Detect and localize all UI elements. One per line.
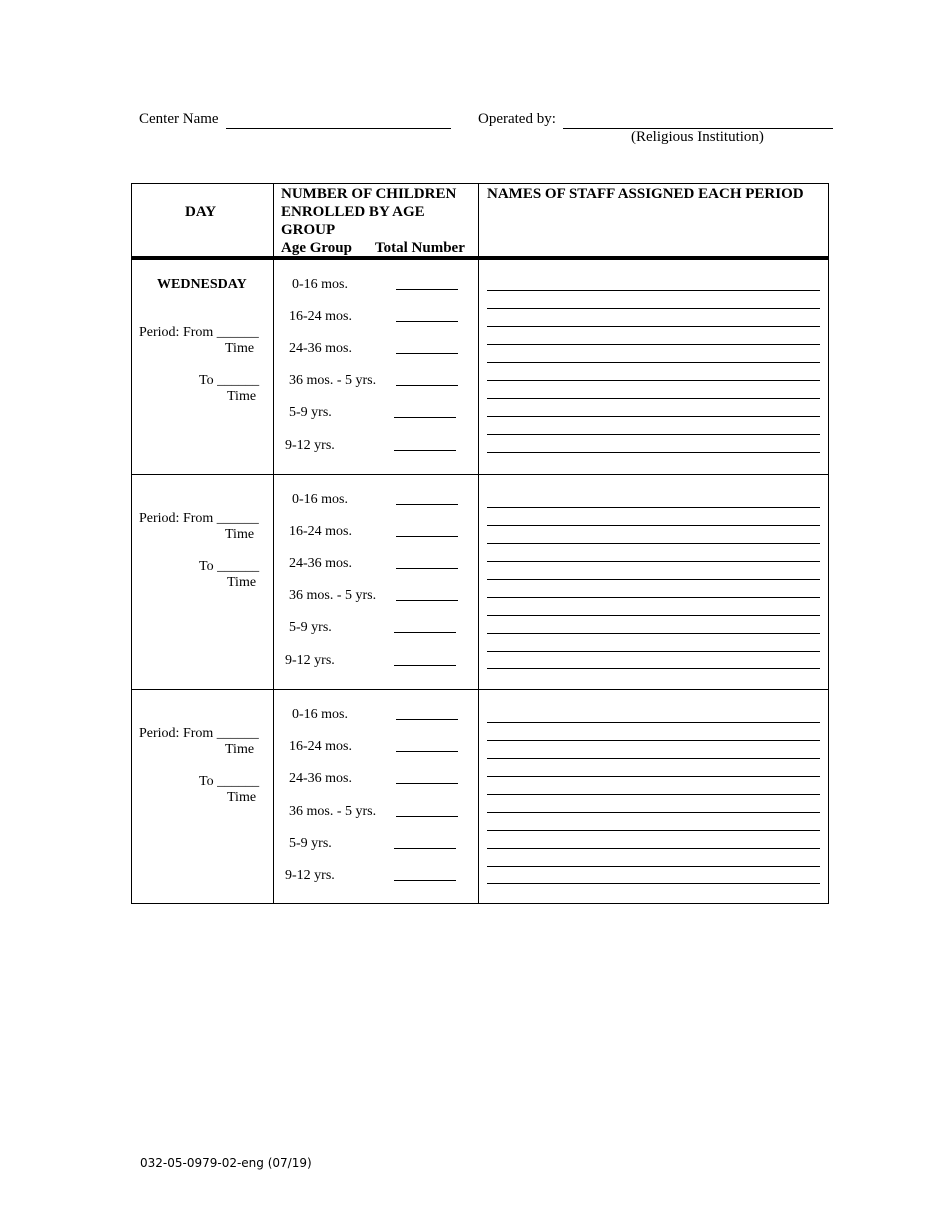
children-column-header-line1: NUMBER OF CHILDREN xyxy=(281,186,457,202)
age-group-label: 5-9 yrs. xyxy=(289,405,332,420)
age-group-label: 0-16 mos. xyxy=(292,707,348,722)
total-number-field[interactable] xyxy=(394,632,456,633)
total-number-field[interactable] xyxy=(396,321,458,322)
age-group-label: 5-9 yrs. xyxy=(289,620,332,635)
total-number-field[interactable] xyxy=(396,289,458,290)
staff-name-line[interactable] xyxy=(487,883,820,884)
staff-name-line[interactable] xyxy=(487,362,820,363)
staff-name-line[interactable] xyxy=(487,722,820,723)
age-group-label: 5-9 yrs. xyxy=(289,836,332,851)
period-from-field[interactable]: Period: From ______ xyxy=(139,325,259,340)
total-number-field[interactable] xyxy=(396,751,458,752)
center-name-label: Center Name xyxy=(139,111,219,127)
age-group-label: 9-12 yrs. xyxy=(285,868,335,883)
staff-name-line[interactable] xyxy=(487,579,820,580)
total-number-field[interactable] xyxy=(396,353,458,354)
children-column-header-line2: ENROLLED BY AGE xyxy=(281,204,425,220)
time-caption: Time xyxy=(225,527,255,542)
age-group-label: 36 mos. - 5 yrs. xyxy=(289,373,377,388)
total-number-subheader: Total Number xyxy=(375,240,465,256)
day-column-header: DAY xyxy=(185,204,217,220)
age-group-label: 16-24 mos. xyxy=(289,309,352,324)
staff-name-line[interactable] xyxy=(487,794,820,795)
age-group-label: 24-36 mos. xyxy=(289,556,352,571)
staff-name-line[interactable] xyxy=(487,380,820,381)
staff-name-line[interactable] xyxy=(487,848,820,849)
time-caption: Time xyxy=(225,341,255,356)
staff-name-line[interactable] xyxy=(487,758,820,759)
age-group-subheader: Age Group xyxy=(281,240,352,256)
total-number-field[interactable] xyxy=(396,385,458,386)
staff-column-header: NAMES OF STAFF ASSIGNED EACH PERIOD xyxy=(487,186,804,202)
period-to-field[interactable]: To ______ xyxy=(199,559,260,574)
time-caption: Time xyxy=(225,742,255,757)
center-name-field[interactable] xyxy=(226,128,451,129)
operated-by-caption: (Religious Institution) xyxy=(631,129,764,145)
staff-name-line[interactable] xyxy=(487,434,820,435)
age-group-label: 24-36 mos. xyxy=(289,771,352,786)
age-group-label: 9-12 yrs. xyxy=(285,653,335,668)
age-group-label: 0-16 mos. xyxy=(292,277,348,292)
staff-name-line[interactable] xyxy=(487,633,820,634)
total-number-field[interactable] xyxy=(394,417,456,418)
staff-name-line[interactable] xyxy=(487,615,820,616)
total-number-field[interactable] xyxy=(394,880,456,881)
row-divider xyxy=(131,689,829,690)
staff-name-line[interactable] xyxy=(487,308,820,309)
total-number-field[interactable] xyxy=(396,719,458,720)
total-number-field[interactable] xyxy=(396,783,458,784)
staff-name-line[interactable] xyxy=(487,866,820,867)
total-number-field[interactable] xyxy=(396,816,458,817)
staff-name-line[interactable] xyxy=(487,416,820,417)
staff-name-line[interactable] xyxy=(487,776,820,777)
staff-name-line[interactable] xyxy=(487,344,820,345)
staff-name-line[interactable] xyxy=(487,398,820,399)
age-group-label: 0-16 mos. xyxy=(292,492,348,507)
staff-name-line[interactable] xyxy=(487,740,820,741)
staff-name-line[interactable] xyxy=(487,543,820,544)
age-group-label: 9-12 yrs. xyxy=(285,438,335,453)
staff-name-line[interactable] xyxy=(487,668,820,669)
age-group-label: 16-24 mos. xyxy=(289,524,352,539)
staff-name-line[interactable] xyxy=(487,561,820,562)
total-number-field[interactable] xyxy=(396,536,458,537)
children-column-header-line3: GROUP xyxy=(281,222,336,238)
form-code: 032-05-0979-02-eng (07/19) xyxy=(140,1156,312,1170)
age-group-label: 36 mos. - 5 yrs. xyxy=(289,588,377,603)
staff-name-line[interactable] xyxy=(487,326,820,327)
staff-name-line[interactable] xyxy=(487,597,820,598)
period-to-field[interactable]: To ______ xyxy=(199,373,260,388)
total-number-field[interactable] xyxy=(394,450,456,451)
staff-name-line[interactable] xyxy=(487,290,820,291)
staff-name-line[interactable] xyxy=(487,651,820,652)
time-caption: Time xyxy=(227,575,257,590)
column-divider xyxy=(478,183,479,904)
total-number-field[interactable] xyxy=(394,665,456,666)
period-from-field[interactable]: Period: From ______ xyxy=(139,511,259,526)
staff-name-line[interactable] xyxy=(487,507,820,508)
time-caption: Time xyxy=(227,790,257,805)
total-number-field[interactable] xyxy=(394,848,456,849)
age-group-label: 36 mos. - 5 yrs. xyxy=(289,804,377,819)
time-caption: Time xyxy=(227,389,257,404)
header-divider xyxy=(131,256,829,260)
row-divider xyxy=(131,474,829,475)
total-number-field[interactable] xyxy=(396,568,458,569)
staff-name-line[interactable] xyxy=(487,812,820,813)
period-from-field[interactable]: Period: From ______ xyxy=(139,726,259,741)
column-divider xyxy=(273,183,274,904)
period-to-field[interactable]: To ______ xyxy=(199,774,260,789)
staff-name-line[interactable] xyxy=(487,525,820,526)
operated-by-label: Operated by: xyxy=(478,111,556,127)
staff-name-line[interactable] xyxy=(487,830,820,831)
total-number-field[interactable] xyxy=(396,600,458,601)
day-label: WEDNESDAY xyxy=(157,277,247,292)
age-group-label: 16-24 mos. xyxy=(289,739,352,754)
total-number-field[interactable] xyxy=(396,504,458,505)
age-group-label: 24-36 mos. xyxy=(289,341,352,356)
staff-name-line[interactable] xyxy=(487,452,820,453)
